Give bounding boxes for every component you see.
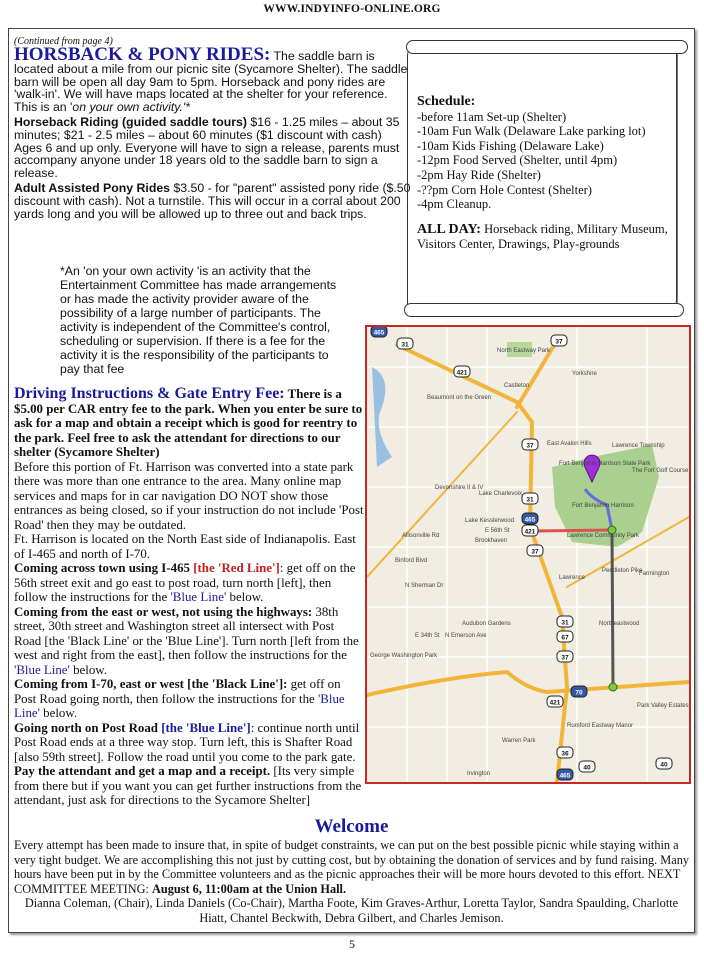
map-label: E 34th St (415, 633, 440, 639)
map-label: Warren Park (502, 738, 536, 744)
driving-p1 (14, 387, 364, 460)
map-label: Allisonville Rd (402, 533, 440, 539)
map-label: Rumford Eastway Manor (567, 723, 634, 729)
welcome-text (14, 838, 689, 896)
riding-paragraph (14, 116, 412, 180)
all-day-label: ALL DAY: (417, 221, 481, 237)
driving-p2: Before this portion of Ft. Harrison was converted into a state park there was more than one entrance to the area. Many online map services and maps for in car navigation DO NOT show those entrances as being closed, so if your instruction do not include 'Post Road' then they may be outdated. (14, 459, 364, 532)
riding-text: $16 - 1.25 miles – about 35 minutes; $21 - 2.5 miles – about 60 minutes ($1 discount with cash) Ages 6 and up only. Everyone will have to sign a release, parents must accompany anyone under 18 years old to the saddle barn to sign a release. (14, 114, 400, 181)
route-shield-icon (571, 686, 587, 697)
schedule-scroll (407, 42, 677, 314)
svg-text:37: 37 (555, 338, 563, 346)
route-shield-icon (522, 493, 538, 504)
activity-note: *An 'on your own activity 'is an activity that the Entertainment Committee has made arrangements or has made the activity provider aware of the possibility of a large number of participants. The activity is independent of the Committee's control, scheduling or supervision. If there is a fee for the activity it is the responsibility of the participants to pay that fee (60, 264, 337, 376)
map-label: N Emerson Ave (445, 633, 487, 639)
red-tag: [the 'Red Line'] (193, 561, 280, 575)
ew-lead: Coming from the east or west, not using the highways: (14, 604, 313, 619)
route-shield-icon (522, 439, 538, 450)
route-shield-icon (454, 366, 470, 377)
schedule-item: -before 11am Set-up (Shelter) (417, 109, 567, 124)
continued-note: (Continued from page 4) (14, 36, 113, 47)
svg-text:37: 37 (526, 442, 534, 450)
route-shield-icon (527, 545, 543, 556)
svg-text:421: 421 (456, 369, 468, 377)
meeting-info: August 6, 11:00am at the Union Hall. (151, 881, 347, 896)
svg-text:465: 465 (373, 329, 385, 337)
blue-line-ref: 'Blue Line' (14, 662, 70, 677)
blue-line-ref: 'Blue Line' (170, 590, 227, 604)
map-label: The Fort Golf Course (632, 468, 689, 474)
route-shield-icon (522, 513, 538, 524)
map-label: Fort Benjamin Harrison (572, 503, 634, 509)
riding-title: Horseback Riding (guided saddle tours) (14, 114, 247, 129)
map-label: Brookhaven (475, 538, 508, 544)
below-text: below. (226, 590, 264, 604)
red-lead: Coming across town using I-465 (14, 561, 194, 575)
map-label: Audubon Gardens (462, 621, 511, 627)
red-line-route (535, 530, 612, 531)
i70-text: get off on Post Road going north, then follow the instructions for the (14, 677, 341, 706)
welcome-section (14, 816, 689, 925)
map-label: North Eastway Park (497, 348, 551, 354)
pony-paragraph (14, 182, 412, 220)
svg-text:36: 36 (561, 750, 569, 758)
schedule-item: -??pm Corn Hole Contest (Shelter) (417, 182, 592, 197)
post-tag: [the 'Blue Line'] (161, 720, 251, 735)
svg-text:67: 67 (561, 634, 569, 642)
route-shield-icon (371, 327, 387, 337)
route-map (365, 325, 691, 784)
map-label: Northeastwood (599, 621, 640, 627)
map-label: Lake Charlevoix (479, 491, 523, 497)
ew-text: 38th street, 30th street and Washington street all intersect with Post Road [the 'Black Line' or the 'Blue Line']. Turn north [left from the west and right from the east], then follow the instructions for the (14, 604, 359, 662)
all-day (417, 222, 672, 252)
map-label: Lake Kesslerwood (465, 518, 515, 524)
driving-p3: Ft. Harrison is located on the North East side of Indianapolis. East of I-465 and north of I-70. (14, 532, 356, 561)
i70-lead: Coming from I-70, east or west [the 'Black Line']: (14, 677, 288, 691)
svg-text:37: 37 (531, 548, 539, 556)
route-shield-icon (579, 761, 595, 772)
site-url: WWW.INDYINFO-ONLINE.ORG (263, 3, 441, 15)
post-lead: Going north on Post Road (14, 720, 162, 735)
svg-text:40: 40 (660, 761, 668, 769)
map-label: Binford Blvd (395, 558, 428, 564)
committee-names: Dianna Coleman, (Chair), Linda Daniels (Co-Chair), Martha Foote, Kim Graves-Arthur, Loretta Taylor, Sandra Spaulding, Charlotte Hiatt, Chantel Beckwith, Debra Gilbert, and Charles Jemison. (24, 896, 679, 925)
map-label: N Sherman Dr (405, 583, 444, 589)
route-shield-icon (557, 631, 573, 642)
horseback-intro (14, 44, 412, 115)
svg-text:465: 465 (559, 772, 571, 780)
map-graphic (367, 327, 689, 782)
schedule-item: -2pm Hay Ride (Shelter) (417, 167, 541, 182)
svg-text:421: 421 (524, 528, 536, 536)
svg-text:31: 31 (401, 341, 409, 349)
svg-text:465: 465 (524, 516, 536, 524)
map-label: Lawrence Community Park (567, 533, 640, 539)
blue-line-ref: 'Blue Line' (14, 691, 345, 720)
route-junction-dot (609, 683, 617, 691)
horseback-title: HORSBACK & PONY RIDES: (14, 44, 271, 65)
svg-text:31: 31 (526, 496, 534, 504)
map-label: Devonshire II & IV (435, 485, 484, 491)
pony-title: Adult Assisted Pony Rides (14, 180, 171, 195)
map-label: Irvington (467, 771, 491, 777)
route-shield-icon (397, 338, 413, 349)
map-label: Castleton (504, 383, 530, 389)
lake (372, 367, 392, 467)
below-text: below. (69, 662, 107, 677)
svg-text:40: 40 (583, 764, 591, 772)
red-text: : get off on the 56th street exit and go east to post road, turn north [left], then follow the instructions for the (14, 561, 356, 604)
map-label: George Washington Park (370, 653, 438, 659)
east-west-paragraph (14, 605, 364, 678)
intro-italic: on your own activity.'* (72, 100, 191, 115)
route-shield-icon (547, 696, 563, 707)
route-shield-icon (557, 651, 573, 662)
driving-fee-text: There is a $5.00 per CAR entry fee to the park. When you enter be sure to ask for a map and obtain a receipt which is good for reentry to the park. Feel free to ask the attendant for directions to our shelter (Sycamore Shelter) (14, 387, 363, 459)
i70-paragraph (14, 677, 364, 721)
route-shield-icon (522, 525, 538, 536)
map-label: East Avalon Hills (547, 441, 592, 447)
route-shield-icon (656, 758, 672, 769)
map-label: Lawrence Township (612, 443, 665, 449)
map-label: Lawrence (559, 575, 586, 581)
svg-text:421: 421 (549, 699, 561, 707)
map-label: Fort Benjamin Harrison State Park (559, 461, 651, 467)
map-label: Park Valley Estates (637, 703, 689, 709)
map-label: E 56th St (485, 528, 510, 534)
map-label: Farmington (639, 571, 670, 577)
post-text: : continue north until Post Road ends at a three way stop. Turn left, this is Shafter Road [also 59th street]. Follow the road until you come to the park gate. (14, 720, 360, 764)
driving-title: Driving Instructions & Gate Entry Fee: (14, 385, 285, 402)
welcome-body: Every attempt has been made to insure that, in spite of budget constraints, we can put on the best possible picnic while staying within a very tight budget. We are accomplishing this not just by cutting cost, but by obtaining the donation of services and by fund raising. Many hours have been put in by the Committee volunteers and as the picnic approaches their will be more hours devoted to this effort. NEXT COMMITTEE MEETING: (14, 838, 689, 896)
black-line-route (612, 530, 613, 687)
schedule-item: -10am Kids Fishing (Delaware Lake) (417, 138, 604, 153)
page-number: 5 (349, 937, 355, 951)
map-label: Yorkshire (572, 371, 597, 377)
svg-text:37: 37 (561, 654, 569, 662)
route-shield-icon (551, 335, 567, 346)
route-shield-icon (557, 616, 573, 627)
pony-text: $3.50 - for "parent" assisted pony ride ($.50 discount with cash). Not a turnstile. This will occur in a corral about 200 yards long and you will be allowed up to three out and back trips. (14, 180, 411, 221)
all-day-text: Horseback riding, Military Museum, Visitors Center, Drawings, Play-grounds (417, 221, 668, 252)
schedule-item: -12pm Food Served (Shelter, until 4pm) (417, 153, 618, 168)
intro-text: The saddle barn is located about a mile from our picnic site (Sycamore Shelter). The saddle barn will be open all day 9am to 5pm. Horseback and pony rides are 'walk-in'. We will have maps located at the shelter for your reference. This is an ' (14, 49, 408, 115)
route-shield-icon (557, 769, 573, 780)
welcome-title: Welcome (314, 816, 389, 837)
map-label: Beaumont on the Green (427, 395, 492, 401)
schedule-item: -4pm Cleanup. (417, 197, 492, 212)
red-line-paragraph (14, 561, 364, 605)
svg-text:70: 70 (575, 689, 583, 697)
post-bold: Pay the attendant and get a map and a receipt. (14, 764, 271, 778)
schedule-item: -10am Fun Walk (Delaware Lake parking lot) (417, 124, 646, 139)
horseback-section (14, 44, 412, 222)
below-text: below. (39, 706, 78, 720)
schedule-title: Schedule: (417, 94, 476, 109)
svg-text:31: 31 (561, 619, 569, 627)
map-label: Pendleton Pike (602, 568, 643, 574)
post-road-paragraph (14, 721, 364, 808)
post-end: [Its very simple from there but if you want you can get further instructions from the attendant, just ask for directions to the Sycamore Shelter] (14, 764, 362, 807)
driving-section (14, 387, 364, 808)
route-shield-icon (557, 747, 573, 758)
